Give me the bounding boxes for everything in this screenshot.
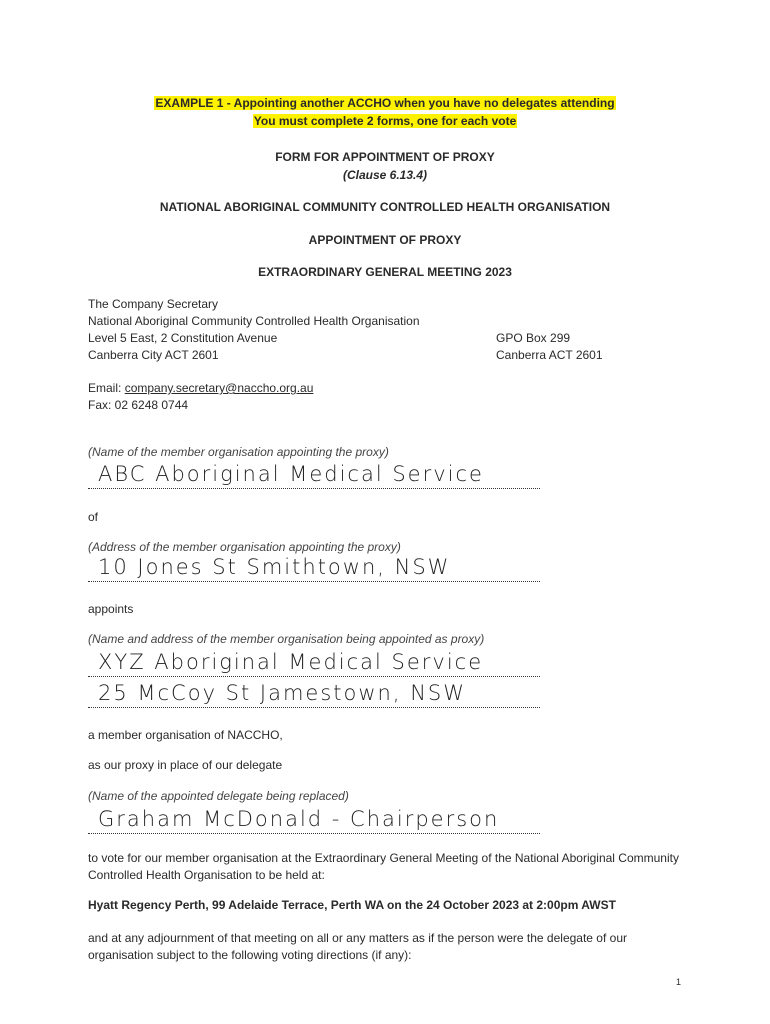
member-value: ABC Aboriginal Medical Service bbox=[98, 462, 484, 486]
vote-text: to vote for our member organisation at the Extraordinary General Meeting of the National Aboriginal Community Controlled Health Organisation to be held at: bbox=[88, 851, 679, 882]
address-value: 10 Jones St Smithtown, NSW bbox=[98, 555, 451, 579]
in-place-text: as our proxy in place of our delegate bbox=[88, 758, 283, 772]
address-line: Level 5 East, 2 Constitution Avenue bbox=[88, 331, 278, 345]
member-of-text: a member organisation of NACCHO, bbox=[88, 728, 283, 742]
delegate-label: (Name of the appointed delegate being replaced) bbox=[88, 789, 349, 803]
proxy-name-value: XYZ Aboriginal Medical Service bbox=[98, 650, 484, 674]
po-line: GPO Box 299 bbox=[496, 331, 571, 345]
section-title: APPOINTMENT OF PROXY bbox=[308, 233, 462, 247]
member-field[interactable] bbox=[88, 462, 540, 489]
proxy-label: (Name and address of the member organisation being appointed as proxy) bbox=[88, 632, 485, 646]
org-title: NATIONAL ABORIGINAL COMMUNITY CONTROLLED HEALTH ORGANISATION bbox=[159, 200, 611, 214]
po-line: Canberra ACT 2601 bbox=[496, 348, 603, 362]
form-title: FORM FOR APPOINTMENT OF PROXY bbox=[275, 150, 495, 164]
address-line: National Aboriginal Community Controlled Health Organisation bbox=[88, 314, 420, 328]
adjourn-text: and at any adjournment of that meeting on all or any matters as if the person were the delegate of our organisation subject to the following voting directions (if any): bbox=[88, 931, 627, 962]
delegate-value: Graham McDonald - Chairperson bbox=[98, 807, 500, 831]
delegate-field[interactable] bbox=[88, 807, 540, 834]
banner-line-2 bbox=[0, 114, 770, 128]
address-field[interactable] bbox=[88, 555, 540, 582]
page-number: 1 bbox=[676, 977, 682, 987]
of-text: of bbox=[88, 510, 99, 524]
appoints-text: appoints bbox=[88, 602, 134, 616]
fax: Fax: 02 6248 0744 bbox=[88, 398, 189, 412]
proxy-address-field[interactable] bbox=[88, 681, 540, 708]
proxy-address-value: 25 McCoy St Jamestown, NSW bbox=[98, 681, 467, 705]
member-label: (Name of the member organisation appointing the proxy) bbox=[88, 445, 389, 459]
proxy-name-field[interactable] bbox=[88, 650, 540, 677]
address-label: (Address of the member organisation appointing the proxy) bbox=[88, 540, 401, 554]
address-line: Canberra City ACT 2601 bbox=[88, 348, 219, 362]
venue: Hyatt Regency Perth, 99 Adelaide Terrace, Perth WA on the 24 October 2023 at 2:00pm AWST bbox=[88, 898, 616, 912]
email-link[interactable]: company.secretary@naccho.org.au bbox=[124, 381, 314, 395]
clause: (Clause 6.13.4) bbox=[342, 168, 428, 182]
meeting-title: EXTRAORDINARY GENERAL MEETING 2023 bbox=[258, 265, 512, 279]
address-line: The Company Secretary bbox=[88, 297, 219, 311]
banner-text-1: EXAMPLE 1 - Appointing another ACCHO when you have no delegates attending bbox=[155, 96, 615, 110]
banner-text-2: You must complete 2 forms, one for each vote bbox=[253, 114, 517, 128]
address-block bbox=[88, 296, 420, 364]
contact bbox=[88, 380, 313, 414]
po-box bbox=[496, 330, 603, 364]
email-label: Email: bbox=[88, 381, 125, 395]
banner-line-1 bbox=[0, 96, 770, 110]
